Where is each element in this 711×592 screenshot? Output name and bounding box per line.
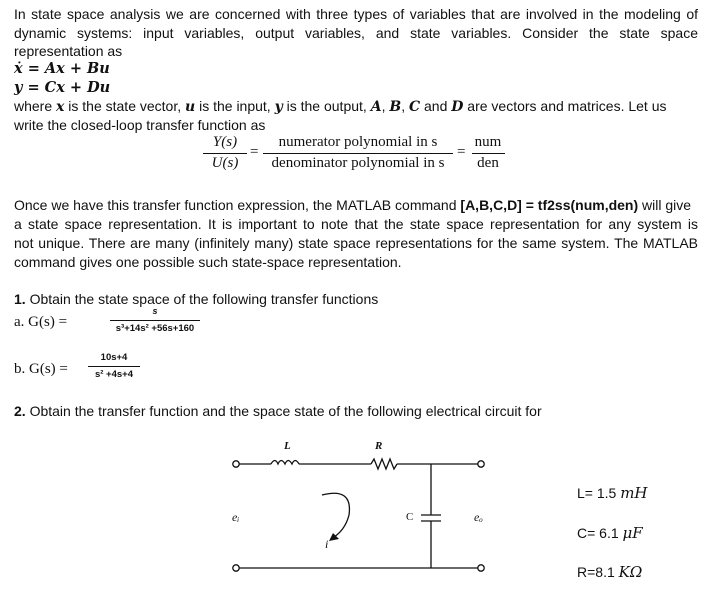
tf-numerator-Ys: Y(s) [212, 134, 238, 150]
where-line-2: write the closed-loop transfer function as [14, 117, 266, 133]
tf-fraction-bar-1 [203, 153, 247, 154]
input-terminal-top [233, 461, 239, 467]
matrix-b: B [389, 99, 402, 115]
label-i: i [325, 537, 329, 551]
q1a-label: a. G(s) = [14, 314, 68, 330]
matlab-line-1: Once we have this transfer function expression, the MATLAB command [A,B,C,D] = tf2ss(num,den) will give [14, 197, 692, 213]
value-resistance: R=8.1 KΩ [577, 563, 643, 581]
where-line-1: where x is the state vector, u is the input, y is the output, A, B, C and D are vectors and matrices. Let us [14, 98, 667, 115]
matlab-command: [A,B,C,D] = tf2ss(num,den) [460, 197, 639, 213]
q1b-numerator: 10s+4 [100, 352, 128, 363]
intro-line-1: In state space analysis we are concerned with three types of variables that are involved in the modeling of [14, 6, 698, 22]
matlab-line-4: command gives one possible such state-space representation. [14, 254, 402, 270]
tf-fraction-bar-2 [263, 153, 453, 154]
matlab-line-3: not unique. There are many (infinitely many) state space representations for the same system. The MATLAB [14, 235, 698, 251]
label-R: R [375, 440, 383, 452]
tf-numerator-poly: numerator polynomial in s [278, 134, 438, 150]
tf-equals-1: = [250, 144, 259, 160]
output-equation: y = Cx + Du [14, 79, 111, 96]
q1a-fraction-bar [110, 320, 200, 321]
tf-denominator-Us: U(s) [211, 155, 239, 171]
rlc-circuit-diagram [225, 435, 495, 585]
matrix-a: A [370, 99, 382, 115]
label-L: L [284, 440, 291, 452]
question-2-heading: 2. Obtain the transfer function and the space state of the following electrical circuit for [14, 403, 542, 419]
tf-num: num [474, 134, 502, 150]
state-equation: ẋ = Ax + Bu [14, 60, 110, 77]
output-terminal-top [478, 461, 484, 467]
tf-equals-2: = [457, 144, 466, 160]
input-terminal-bottom [233, 565, 239, 571]
intro-line-3: representation as [14, 43, 123, 59]
current-arrow [322, 493, 349, 539]
question-1-heading: 1. Obtain the state space of the following transfer functions [14, 291, 379, 307]
intro-line-2: dynamic systems: input variables, output variables, and state variables. Consider the state space [14, 25, 698, 41]
label-C: C [406, 511, 414, 523]
matlab-line-2: a state space representation. It is important to note that the state space representation for any system is [14, 216, 698, 232]
output-terminal-bottom [478, 565, 484, 571]
var-x: x [56, 99, 65, 115]
tf-denominator-poly: denominator polynomial in s [271, 155, 445, 171]
q1a-numerator: s [152, 306, 158, 316]
q1b-label: b. G(s) = [14, 361, 68, 377]
q1b-fraction-bar [88, 366, 140, 367]
var-y: y [274, 99, 283, 115]
tf-fraction-bar-3 [472, 153, 505, 154]
label-ei: eᵢ [232, 510, 240, 524]
value-capacitance: C= 6.1 μF [577, 524, 643, 542]
label-eo: eₒ [474, 510, 483, 524]
matrix-c: C [408, 99, 421, 115]
q1b-denominator: s² +4s+4 [94, 369, 134, 380]
value-inductance: L= 1.5 mH [577, 484, 648, 502]
tf-den: den [477, 155, 499, 171]
resistor-symbol [371, 459, 397, 469]
var-u: u [185, 99, 196, 115]
matrix-d: D [451, 99, 464, 115]
q1a-denominator: s³+14s² +56s+160 [115, 323, 195, 334]
inductor-symbol [271, 461, 299, 465]
